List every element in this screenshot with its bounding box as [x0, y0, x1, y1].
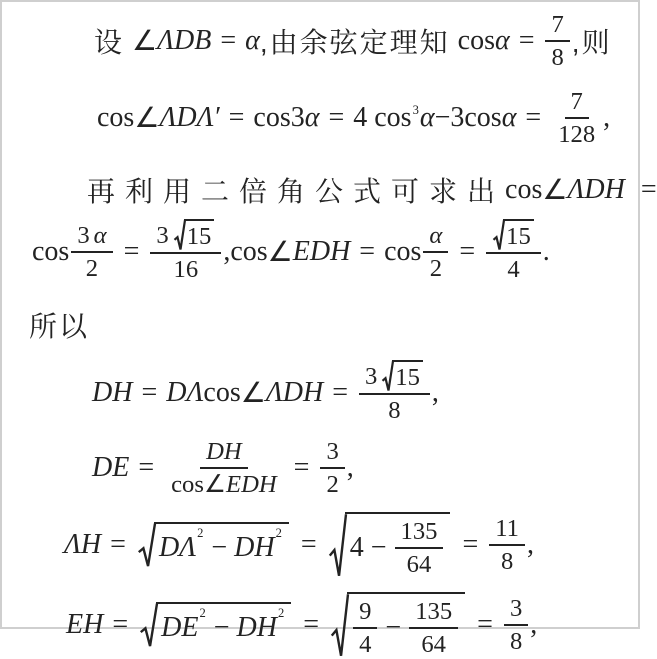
math-line-9 — [66, 592, 638, 659]
fraction-11-8 — [489, 514, 525, 576]
fraction-denominator — [165, 469, 283, 499]
comma: , — [431, 376, 439, 408]
equals-sign: = — [300, 529, 317, 561]
radicand-15: 15 — [395, 364, 420, 392]
math-line-3 — [87, 170, 657, 210]
minus-sign: − — [370, 531, 387, 563]
fraction-numerator: 9 — [353, 597, 377, 629]
var-ADH: ΛDH — [567, 174, 625, 206]
fraction-denominator: 2 — [85, 254, 99, 282]
angle-icon: ∠ — [134, 103, 160, 135]
minus-3cos-term: −3cos — [434, 102, 502, 134]
fraction-denominator: 8 — [500, 548, 514, 576]
math-line-5 — [29, 305, 638, 345]
var-AH: ΛH — [64, 529, 102, 561]
math-line-1 — [94, 10, 638, 72]
text-then: ,则 — [571, 27, 612, 59]
fraction-denominator: 64 — [406, 550, 432, 578]
fraction-denominator: 2 — [429, 254, 443, 282]
equals-sign: = — [110, 529, 126, 561]
angle-icon: ∠ — [203, 470, 227, 498]
fraction-numerator — [359, 360, 430, 395]
fraction-denominator: 128 — [558, 121, 596, 149]
num-alpha: α — [93, 221, 107, 249]
fraction-denominator: 4 — [507, 256, 520, 284]
var-alpha: α — [494, 25, 510, 57]
radicand — [184, 219, 215, 251]
equals-sign: = — [328, 102, 345, 134]
radicand — [345, 512, 451, 579]
equals-sign: = — [332, 376, 348, 408]
fraction-numerator: 3 — [320, 437, 344, 469]
radicand — [156, 602, 291, 648]
radicand — [347, 592, 465, 659]
var-ADH: ΛDH — [265, 376, 324, 408]
equals-sign: = — [359, 235, 376, 267]
exponent-3: 3 — [412, 102, 419, 117]
fraction-denominator: 8 — [388, 397, 401, 425]
exponent-2: 2 — [199, 606, 206, 621]
radical-sign-icon — [329, 512, 346, 579]
text-double-angle-formula: 再利用二倍角公式可求出 — [87, 176, 506, 208]
num-4: 4 — [349, 531, 364, 563]
comma: , — [346, 451, 354, 483]
num-alpha: α — [429, 221, 443, 249]
radical-sign-icon — [138, 522, 155, 568]
equals-sign: = — [459, 235, 476, 267]
period: . — [542, 235, 550, 267]
cos-function: cos — [505, 174, 543, 206]
var-DA: DΛ — [158, 531, 197, 563]
fraction-numerator: 135 — [395, 517, 444, 549]
var-DH: DH — [92, 376, 133, 408]
angle-icon: ∠ — [542, 175, 568, 207]
radicand-15: 15 — [506, 223, 531, 251]
fraction-numerator — [423, 221, 448, 253]
radical-sign-icon — [331, 592, 348, 659]
fraction-denominator: 8 — [509, 628, 523, 656]
equals-sign: = — [477, 609, 493, 641]
var-ADA-prime: ΛDΛ′ — [159, 102, 220, 134]
equals-sign: = — [293, 451, 310, 483]
equals-sign: = — [141, 376, 158, 408]
math-line-6 — [92, 360, 638, 425]
var-EH: EH — [66, 609, 104, 641]
equals-sign: = — [123, 235, 140, 267]
angle-icon: ∠ — [240, 377, 266, 409]
equals-sign: = — [640, 174, 657, 206]
var-alpha: α — [501, 102, 517, 134]
cos-function: cos — [32, 235, 70, 267]
fraction-alpha-2 — [423, 221, 448, 283]
fraction-numerator: 3 — [504, 594, 528, 626]
cos3-term: cos3 — [253, 102, 305, 134]
var-EDH: EDH — [292, 235, 351, 267]
var-DE: DE — [161, 611, 199, 643]
fraction-numerator: 135 — [409, 597, 458, 629]
fraction-3sqrt15-16 — [150, 219, 221, 284]
sqrt-15 — [174, 219, 215, 251]
four-cos-term: 4 cos — [353, 102, 412, 134]
sqrt-4-minus-135-64 — [329, 512, 451, 579]
equals-sign: = — [303, 609, 320, 641]
equals-sign: = — [228, 102, 245, 134]
equals-sign: = — [462, 529, 479, 561]
minus-sign: − — [211, 531, 228, 563]
fraction-numerator — [150, 219, 221, 254]
fraction-DH-cosEDH — [165, 437, 283, 499]
var-alpha: α — [304, 102, 320, 134]
text-she: 设 — [94, 27, 125, 59]
fraction-7-128 — [552, 87, 601, 149]
math-line-7 — [92, 437, 638, 499]
fraction-3-8 — [504, 594, 528, 656]
radicand-15: 15 — [186, 223, 212, 251]
num-3: 3 — [156, 221, 169, 249]
num-3: 3 — [364, 362, 378, 390]
cos-function: cos — [203, 376, 241, 408]
comma: , — [603, 102, 611, 134]
equals-sign: = — [112, 609, 129, 641]
var-DH: DH — [234, 531, 275, 563]
var-DH: DH — [236, 611, 277, 643]
minus-sign: − — [385, 611, 402, 643]
fraction-3alpha-2 — [71, 221, 112, 283]
fraction-denominator: 64 — [421, 630, 446, 658]
equals-sign: = — [220, 25, 237, 57]
num-DH: DH — [206, 437, 242, 465]
fraction-denominator: 4 — [359, 630, 372, 658]
cos-function: cos — [171, 470, 204, 498]
exponent-2: 2 — [275, 526, 282, 540]
var-EDH: EDH — [226, 470, 277, 498]
comma: , — [530, 609, 538, 641]
fraction-denominator: 2 — [326, 470, 339, 498]
angle-icon: ∠ — [267, 236, 293, 268]
fraction-numerator: 7 — [545, 10, 569, 42]
equals-sign: = — [518, 25, 535, 57]
fraction-sqrt15-4 — [486, 219, 541, 284]
radicand — [503, 219, 534, 251]
sqrt-15 — [493, 219, 534, 251]
math-line-2 — [97, 87, 638, 149]
angle-icon: ∠ — [132, 26, 158, 58]
equals-sign: = — [138, 451, 155, 483]
text-therefore: 所以 — [29, 311, 90, 343]
cos-function: cos — [384, 235, 422, 267]
comma-cos: ,cos — [223, 235, 268, 267]
document-body — [2, 2, 657, 659]
fraction-numerator — [486, 219, 541, 254]
fraction-7-8 — [545, 10, 569, 72]
fraction-numerator — [71, 221, 112, 253]
fraction-denominator: 8 — [551, 44, 564, 72]
text-cosine-rule: ,由余弦定理知 — [259, 27, 450, 59]
var-alpha: α — [245, 25, 260, 57]
cos-function: cos — [457, 25, 495, 57]
fraction-3-2 — [320, 437, 344, 499]
fraction-denominator: 16 — [173, 256, 199, 284]
var-DE: DE — [92, 451, 130, 483]
radical-sign-icon — [140, 602, 157, 648]
comma: , — [526, 529, 534, 561]
cos-function: cos — [97, 102, 135, 134]
sqrt-9-4-minus-135-64 — [331, 592, 465, 659]
exponent-2: 2 — [278, 606, 285, 621]
math-line-4 — [32, 219, 638, 284]
fraction-numerator: 11 — [489, 514, 525, 546]
fraction-135-64 — [395, 517, 444, 579]
radicand — [154, 522, 289, 568]
var-DA: DΛ — [166, 376, 204, 408]
var-ADB: ΛDB — [157, 25, 212, 57]
sqrt-DE2-minus-DH2 — [140, 602, 291, 648]
num-3: 3 — [77, 221, 90, 249]
sqrt-DA2-minus-DH2 — [138, 522, 289, 568]
sqrt-15 — [382, 360, 423, 392]
equals-sign: = — [525, 102, 542, 134]
fraction-135-64 — [409, 597, 458, 659]
fraction-3sqrt15-8 — [359, 360, 430, 425]
fraction-numerator: 7 — [565, 87, 589, 119]
var-alpha: α — [419, 102, 435, 134]
fraction-numerator — [200, 437, 248, 469]
radicand — [392, 360, 423, 392]
fraction-9-4 — [353, 597, 377, 659]
math-line-8 — [64, 512, 638, 579]
minus-sign: − — [213, 611, 230, 643]
exponent-2: 2 — [197, 526, 204, 540]
